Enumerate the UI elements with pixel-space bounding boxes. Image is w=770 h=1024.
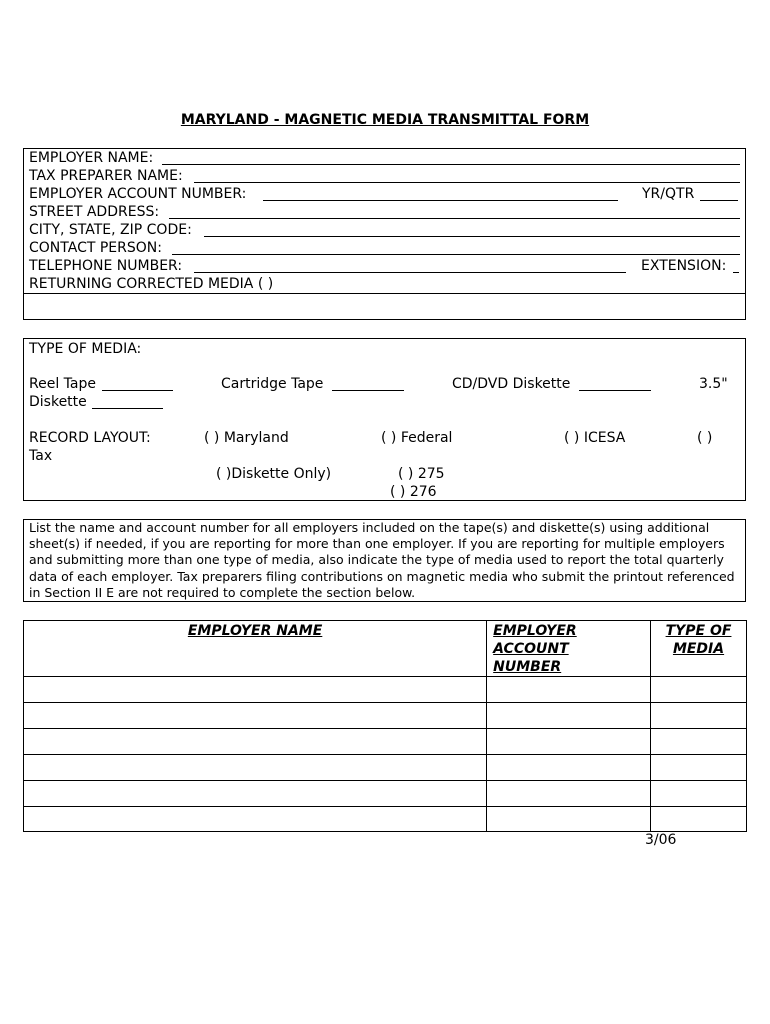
maryland-option[interactable]: ( ) Maryland — [204, 430, 289, 446]
employer-name-cell[interactable] — [24, 807, 487, 832]
media-type-cell[interactable] — [651, 703, 747, 729]
diskette-only-option[interactable]: ( )Diskette Only) — [216, 466, 332, 482]
reel-tape-label: Reel Tape — [29, 376, 96, 392]
employers-table — [23, 620, 747, 832]
account-number-cell[interactable] — [487, 729, 651, 755]
option-275[interactable]: ( ) 275 — [398, 466, 445, 482]
tax-preparer-label: TAX PREPARER NAME: — [29, 168, 183, 184]
table-row — [24, 729, 747, 755]
account-number-cell[interactable] — [487, 781, 651, 807]
three-five-label: 3.5" — [699, 376, 728, 392]
table-row — [24, 781, 747, 807]
media-type-cell[interactable] — [651, 755, 747, 781]
blank-row-box — [23, 293, 746, 320]
account-number-cell[interactable] — [487, 755, 651, 781]
tax-preparer-field[interactable] — [194, 182, 740, 183]
extension-label: EXTENSION: — [641, 258, 727, 274]
table-row — [24, 677, 747, 703]
tax-option-label: Tax — [29, 448, 53, 464]
account-number-cell[interactable] — [487, 807, 651, 832]
employer-name-cell[interactable] — [24, 729, 487, 755]
option-276[interactable]: ( ) 276 — [390, 484, 437, 500]
icesa-option[interactable]: ( ) ICESA — [564, 430, 626, 446]
revision-date: 3/06 — [645, 832, 677, 848]
media-box — [23, 338, 746, 501]
contact-person-field[interactable] — [172, 254, 740, 255]
table-row — [24, 807, 747, 832]
yr-qtr-field[interactable] — [700, 200, 738, 201]
contact-person-label: CONTACT PERSON: — [29, 240, 162, 256]
cd-dvd-field[interactable] — [579, 390, 651, 391]
employer-name-cell[interactable] — [24, 677, 487, 703]
city-state-zip-label: CITY, STATE, ZIP CODE: — [29, 222, 192, 238]
employer-name-cell[interactable] — [24, 703, 487, 729]
city-state-zip-field[interactable] — [204, 236, 740, 237]
street-address-field[interactable] — [169, 218, 740, 219]
table-header-row — [24, 621, 747, 677]
employer-name-field[interactable] — [162, 164, 740, 165]
form-title: MARYLAND - MAGNETIC MEDIA TRANSMITTAL FORM — [180, 112, 590, 128]
col-employer-name: EMPLOYER NAME — [24, 621, 487, 677]
account-number-field[interactable] — [263, 200, 618, 201]
table-row — [24, 755, 747, 781]
employer-name-cell[interactable] — [24, 755, 487, 781]
cd-dvd-label: CD/DVD Diskette — [452, 376, 571, 392]
diskette-label: Diskette — [29, 394, 87, 410]
table-row — [24, 703, 747, 729]
diskette-field[interactable] — [92, 408, 163, 409]
col-account-number: EMPLOYER ACCOUNT NUMBER — [487, 621, 651, 677]
street-address-label: STREET ADDRESS: — [29, 204, 160, 220]
employer-name-cell[interactable] — [24, 781, 487, 807]
reel-tape-field[interactable] — [102, 390, 173, 391]
cartridge-tape-field[interactable] — [332, 390, 404, 391]
account-number-cell[interactable] — [487, 677, 651, 703]
media-type-cell[interactable] — [651, 729, 747, 755]
tax-option-paren[interactable]: ( ) — [697, 430, 713, 446]
returning-corrected-media[interactable]: RETURNING CORRECTED MEDIA ( ) — [29, 276, 274, 292]
account-number-cell[interactable] — [487, 703, 651, 729]
federal-option[interactable]: ( ) Federal — [381, 430, 453, 446]
cartridge-tape-label: Cartridge Tape — [221, 376, 324, 392]
media-type-cell[interactable] — [651, 677, 747, 703]
col-media-type: TYPE OF MEDIA — [651, 621, 747, 677]
extension-field[interactable] — [733, 272, 739, 273]
employer-name-label: EMPLOYER NAME: — [29, 150, 154, 166]
telephone-field[interactable] — [194, 272, 626, 273]
type-of-media-label: TYPE OF MEDIA: — [29, 341, 142, 357]
record-layout-label: RECORD LAYOUT: — [29, 430, 151, 446]
account-number-label: EMPLOYER ACCOUNT NUMBER: — [29, 186, 247, 202]
yr-qtr-label: YR/QTR — [642, 186, 695, 202]
media-type-cell[interactable] — [651, 807, 747, 832]
telephone-label: TELEPHONE NUMBER: — [29, 258, 183, 274]
instructions-text: List the name and account number for all employers included on the tape(s) and diskette(s) using additional sheet(s) if needed, if you are reporting for more than one employer. If you are reporting for multiple employers and submitting more than one type of media, also indicate the type of media used to report the total quarterly data of each employer. Tax preparers filing contributions on magnetic media who submit the printout referenced in Section II E are not required to complete the section below. — [29, 520, 735, 600]
media-type-cell[interactable] — [651, 781, 747, 807]
